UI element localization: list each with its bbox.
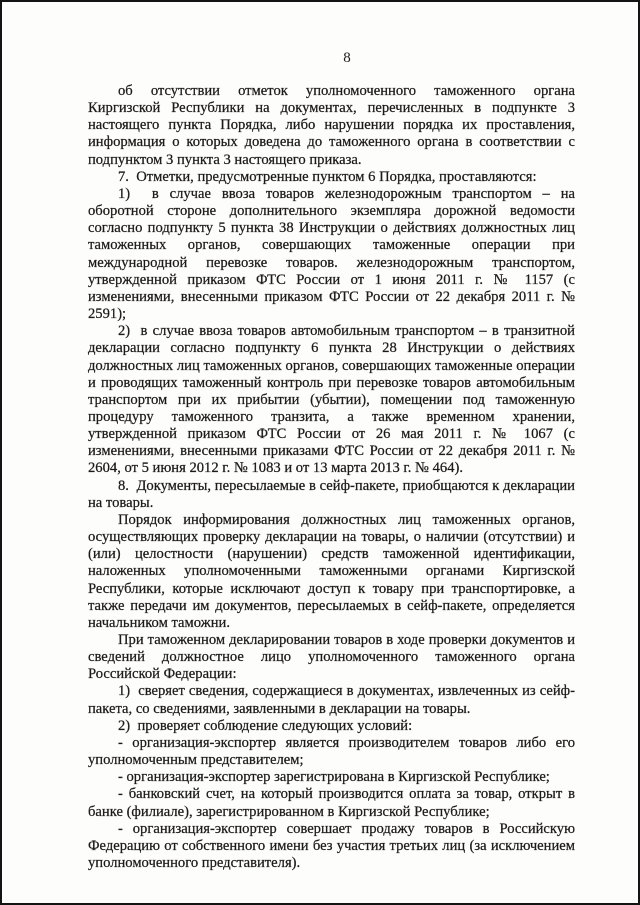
page-number bbox=[2, 50, 638, 67]
paragraph-dash-item: - организация-экспортер совершает продажу товаров в Российскую Федерацию от собственного имени без участия третьих лиц (за исключением уполномоченного представителя). bbox=[88, 820, 575, 872]
paragraph-dash-item: - организация-экспортер является производителем товаров либо его уполномоченным представителем; bbox=[88, 734, 575, 769]
paragraph-dash-item: - организация-экспортер зарегистрирована в Киргизской Республике; bbox=[118, 769, 550, 786]
paragraph-subitem-1: 1) сверяет сведения, содержащиеся в документах, извлеченных из сейф-пакета, со сведениями, заявленными в декларации на товары. bbox=[88, 683, 575, 717]
page-number-value: 8 bbox=[343, 50, 351, 66]
paragraph-subitem-2: 2) в случае ввоза товаров автомобильным транспортом – в транзитной декларации согласно подпункту 6 пункта 28 Инструкции о действиях должностных лиц таможенных органов, совершающих таможенные операции и проводящих таможенный контроль при перевозке товаров автомобильным транспортом при их прибытии (убытии), помещении под таможенную процедуру таможенного транзита, а также временном хранении, утвержденной приказом ФТС России от 26 мая 2011 г. № 1067 (с изменениями, внесенными приказами ФТС России от 22 декабря 2011 г. № 2604, от 5 июня 2012 г. № 1083 и от 13 марта 2013 г. № 464). bbox=[88, 323, 575, 477]
document-body bbox=[88, 83, 575, 872]
paragraph-dash-item: - банковский счет, на который производится оплата за товар, открыт в банке (филиале), зарегистрированном в Киргизской Республике; bbox=[88, 786, 575, 820]
paragraph: об отсутствии отметок уполномоченного таможенного органа Киргизской Республики на документах, перечисленных в подпункте 3 настоящего пункта Порядка, либо нарушении порядка их проставления, информация о которых доведена до таможенного органа в соответствии с подпунктом 3 пункта 3 настоящего приказа. bbox=[88, 83, 575, 168]
paragraph: При таможенном декларировании товаров в ходе проверки документов и сведений должностное лицо уполномоченного таможенного органа Российской Федерации: bbox=[88, 632, 575, 683]
paragraph-subitem-1: 1) в случае ввоза товаров железнодорожным транспортом – на оборотной стороне дополнительного экземпляра дорожной ведомости согласно подпункту 5 пункта 38 Инструкции о действиях должностных лиц таможенных органов, совершающих таможенные операции при международной перевозке товаров. железнодорожным транспортом, утвержденной приказом ФТС России от 1 июня 2011 г. № 1157 (с изменениями, внесенными приказом ФТС России от 22 декабря 2011 г. № 2591); bbox=[88, 185, 575, 323]
paragraph-item-8: 8. Документы, пересылаемые в сейф-пакете, приобщаются к декларации на товары. bbox=[88, 477, 575, 511]
paragraph: Порядок информирования должностных лиц таможенных органов, осуществляющих проверку декларации на товары, о наличии (отсутствии) и (или) целостности (нарушении) средств таможенной идентификации, наложенных уполномоченными таможенными органами Киргизской Республики, которые исключают доступ к товару при транспортировке, а также передачи им документов, пересылаемых в сейф-пакете, определяется начальником таможни. bbox=[88, 511, 575, 631]
paragraph-item-7: 7. Отметки, предусмотренные пунктом 6 Порядка, проставляются: bbox=[118, 168, 537, 185]
paragraph-subitem-2: 2) проверяет соблюдение следующих условий: bbox=[118, 717, 413, 734]
